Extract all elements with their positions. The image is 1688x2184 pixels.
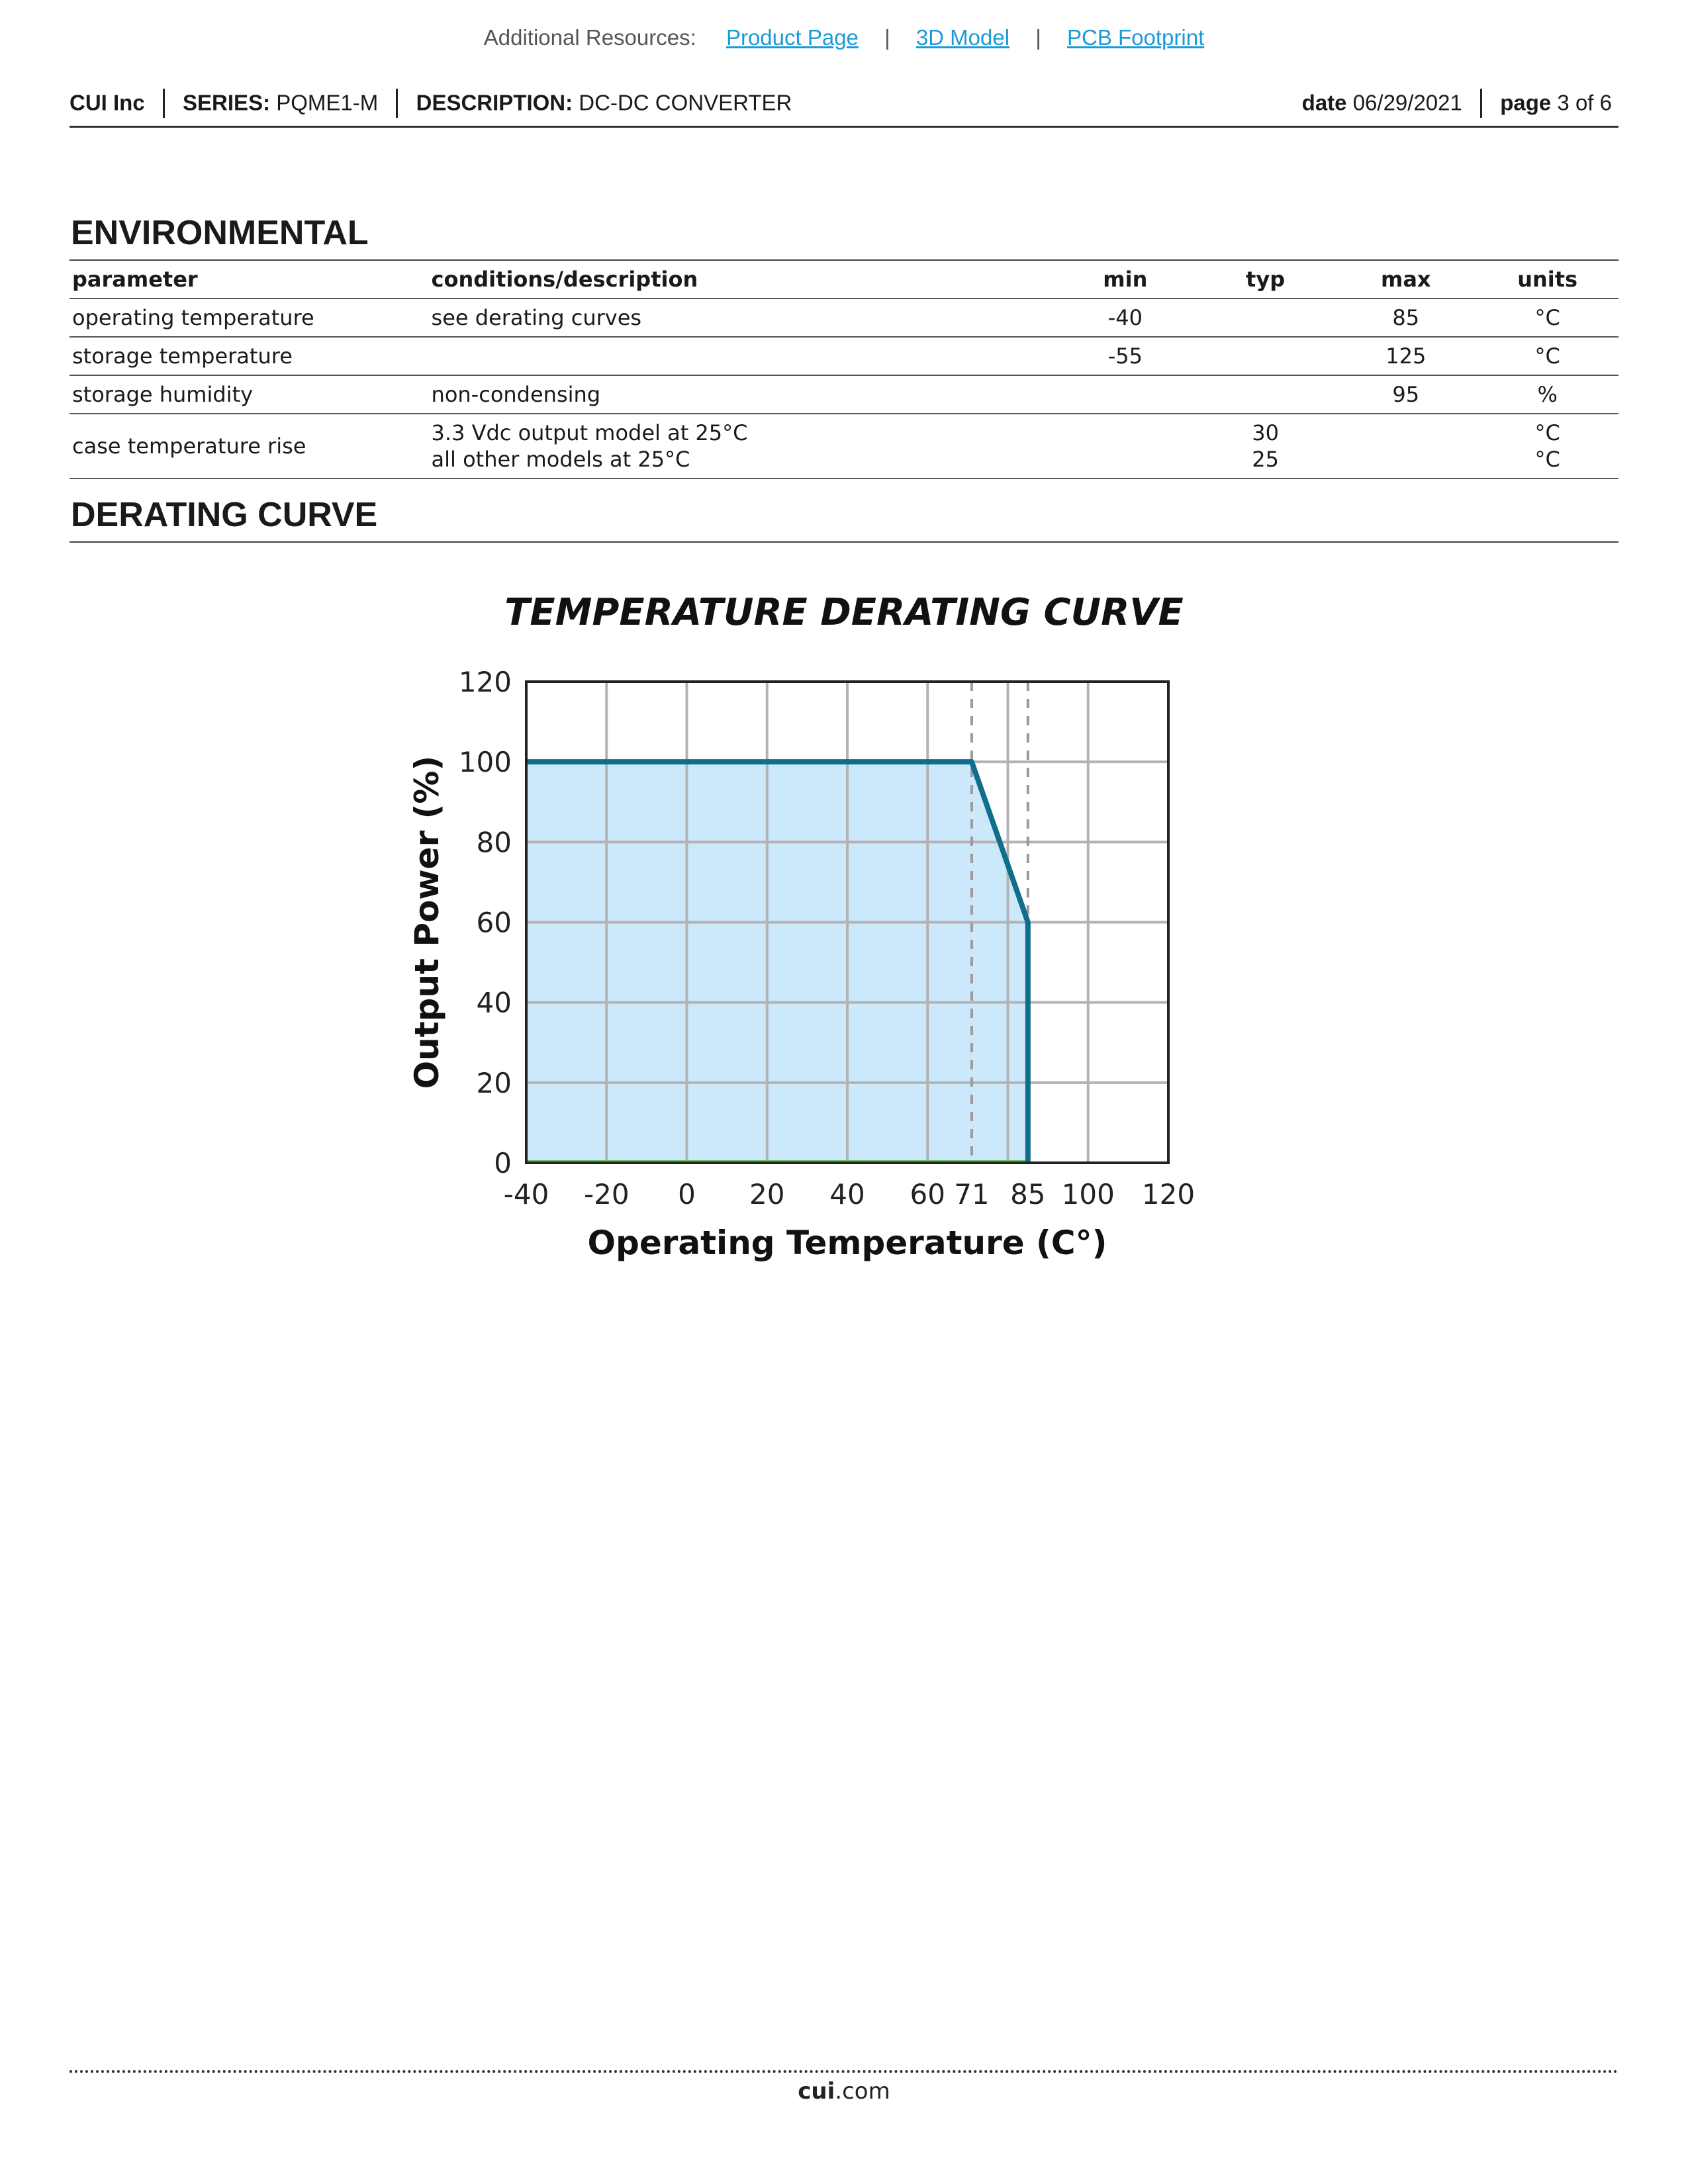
y-tick-label: 80 bbox=[476, 826, 512, 859]
cell-parameter: storage humidity bbox=[70, 375, 429, 414]
cell-parameter: operating temperature bbox=[70, 298, 429, 337]
col-parameter: parameter bbox=[70, 261, 429, 298]
cell-min bbox=[1055, 375, 1196, 414]
condition-line: 3.3 Vdc output model at 25°C bbox=[431, 420, 748, 445]
environmental-table bbox=[70, 261, 1618, 479]
y-axis-label: Output Power (%) bbox=[408, 755, 446, 1089]
separator: | bbox=[884, 25, 890, 50]
cell-conditions: non-condensing bbox=[429, 375, 1055, 414]
table-row bbox=[70, 375, 1618, 414]
x-tick-label: 40 bbox=[829, 1178, 865, 1210]
cell-typ bbox=[1196, 298, 1335, 337]
separator: | bbox=[1035, 25, 1041, 50]
cell-max: 85 bbox=[1335, 298, 1476, 337]
table-row bbox=[70, 414, 1618, 478]
date-label: date bbox=[1301, 90, 1347, 115]
cell-max: 95 bbox=[1335, 375, 1476, 414]
y-tick-label: 100 bbox=[458, 746, 512, 779]
page-label: page bbox=[1500, 90, 1552, 115]
series-value: PQME1-M bbox=[276, 90, 379, 115]
cell-max: 125 bbox=[1335, 337, 1476, 375]
derating-title: DERATING CURVE bbox=[71, 496, 378, 534]
cell-typ bbox=[1196, 414, 1335, 478]
chart-title: TEMPERATURE DERATING CURVE bbox=[504, 591, 1184, 634]
cell-min bbox=[1055, 414, 1196, 478]
typ-line: 30 bbox=[1252, 420, 1279, 445]
cell-min: -55 bbox=[1055, 337, 1196, 375]
table-header-row bbox=[70, 261, 1618, 298]
y-tick-label: 120 bbox=[458, 666, 512, 698]
pcb-footprint-link[interactable]: PCB Footprint bbox=[1066, 25, 1205, 50]
y-tick-label: 20 bbox=[476, 1066, 512, 1099]
footer-rule bbox=[70, 2070, 1618, 2073]
cell-units bbox=[1476, 414, 1618, 478]
cell-conditions bbox=[429, 414, 1055, 478]
col-conditions: conditions/description bbox=[429, 261, 1055, 298]
y-tick-label: 60 bbox=[476, 906, 512, 939]
3d-model-link[interactable]: 3D Model bbox=[915, 25, 1010, 50]
date-value: 06/29/2021 bbox=[1352, 90, 1462, 115]
series-label: SERIES: bbox=[183, 90, 271, 115]
company-name: CUI Inc bbox=[70, 90, 145, 115]
document-header bbox=[70, 87, 1618, 128]
col-units: units bbox=[1476, 261, 1618, 298]
x-tick-label: -40 bbox=[503, 1178, 549, 1210]
col-typ: typ bbox=[1196, 261, 1335, 298]
product-page-link[interactable]: Product Page bbox=[726, 25, 859, 50]
page-value: 3 of 6 bbox=[1557, 90, 1612, 115]
footer-brand: cui bbox=[798, 2078, 835, 2105]
x-tick-label: 60 bbox=[910, 1178, 945, 1210]
cell-conditions bbox=[429, 337, 1055, 375]
cell-parameter: storage temperature bbox=[70, 337, 429, 375]
description-label: DESCRIPTION: bbox=[416, 90, 573, 115]
cell-units: °C bbox=[1476, 298, 1618, 337]
table-row bbox=[70, 298, 1618, 337]
footer bbox=[0, 2078, 1688, 2105]
table-row bbox=[70, 337, 1618, 375]
area-fill bbox=[526, 762, 1028, 1163]
footer-suffix: .com bbox=[835, 2078, 890, 2105]
x-tick-label: 0 bbox=[678, 1178, 696, 1210]
environmental-title: ENVIRONMENTAL bbox=[71, 214, 369, 252]
x-tick-label: 71 bbox=[954, 1178, 990, 1210]
cell-units: % bbox=[1476, 375, 1618, 414]
cell-max bbox=[1335, 414, 1476, 478]
units-line: °C bbox=[1534, 420, 1560, 445]
x-axis-label: Operating Temperature (C°) bbox=[587, 1224, 1107, 1262]
col-min: min bbox=[1055, 261, 1196, 298]
x-tick-label: 120 bbox=[1141, 1178, 1196, 1210]
section-rule bbox=[70, 541, 1618, 543]
x-tick-label: 100 bbox=[1061, 1178, 1115, 1210]
cell-conditions: see derating curves bbox=[429, 298, 1055, 337]
y-tick-label: 0 bbox=[494, 1147, 512, 1179]
x-tick-label: 85 bbox=[1010, 1178, 1046, 1210]
condition-line: all other models at 25°C bbox=[431, 447, 690, 472]
cell-min: -40 bbox=[1055, 298, 1196, 337]
y-tick-label: 40 bbox=[476, 986, 512, 1019]
cell-parameter: case temperature rise bbox=[70, 414, 429, 478]
typ-line: 25 bbox=[1252, 447, 1279, 472]
derating-chart bbox=[0, 635, 1688, 1271]
units-line: °C bbox=[1534, 447, 1560, 472]
description-value: DC-DC CONVERTER bbox=[579, 90, 792, 115]
resources-label: Additional Resources: bbox=[483, 25, 696, 50]
x-tick-label: -20 bbox=[583, 1178, 630, 1210]
cell-typ bbox=[1196, 375, 1335, 414]
x-tick-label: 20 bbox=[749, 1178, 785, 1210]
additional-resources bbox=[0, 25, 1688, 50]
cell-typ bbox=[1196, 337, 1335, 375]
col-max: max bbox=[1335, 261, 1476, 298]
cell-units: °C bbox=[1476, 337, 1618, 375]
